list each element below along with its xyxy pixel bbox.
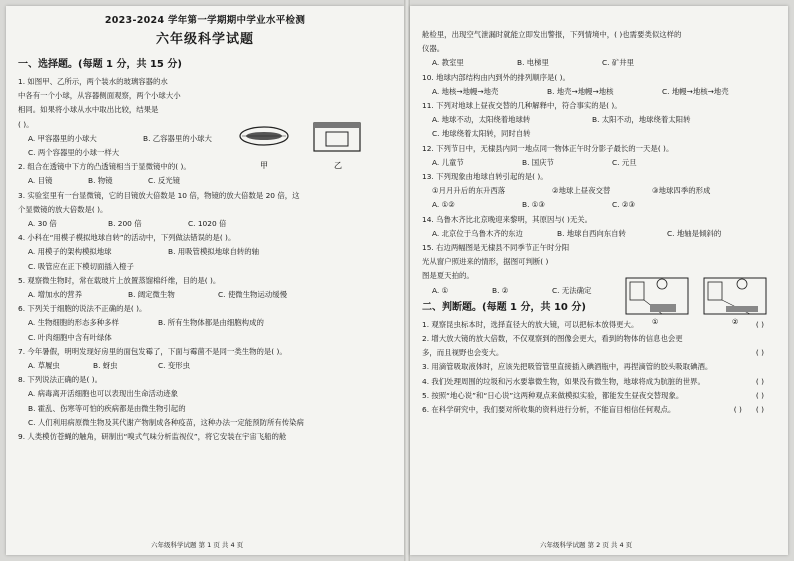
q11-option-c: C. 地球绕着太阳转，同时自转 [432,129,531,139]
q5-option-a: A. 增加水的营养 [28,290,82,300]
q14-option-a: A. 北京位于乌鲁木齐的东边 [432,228,523,238]
j1-text: 1. 观察昆虫标本时，选择直径大的放大镜，可以把标本放得更大。 [422,319,639,329]
page-footer: 六年级科学试题 第 2 页 共 4 页 [540,541,633,549]
q15-option-a: A. ① [432,285,449,295]
q14-option-c: C. 地轴是倾斜的 [667,228,722,238]
q15-line: 15. 右边两幅图是无棣县不同季节正午时分阳 [422,243,570,253]
q13-option-c: C. ②③ [612,200,636,210]
q11-options [422,113,778,127]
q5: 5. 观察微生物时，常在载玻片上放置蒸馏棉纤维，目的是( )。 [18,275,221,285]
q8-option-c: C. 人们利用病原微生物及其代谢产物制成各种疫苗，这种办法一定能预防所有传染病 [28,417,304,427]
q6-option-a: A. 生物细胞的形态多种多样 [28,318,119,328]
q2-option-c: C. 反光镜 [148,176,181,186]
q14-option-b: B. 地球自西向东自转 [557,228,626,238]
q9-options [422,56,778,70]
q15-option-b: B. ② [492,285,509,295]
q10-option-c: C. 地幔→地核→地壳 [662,86,729,96]
q6-option-c: C. 叶肉细胞中含有叶绿体 [28,332,112,342]
q9-option-c: C. 矿井里 [602,58,635,68]
q13-statements [422,184,778,198]
q4: 4. 小科在“用模子模拟地球自转”的活动中，下列做法错误的是( )。 [18,233,236,243]
j1-answer-paren: ( ) [755,319,764,329]
q11-option-b: B. 太阳不动，地球绕着太阳转 [592,115,691,125]
q13-option-a: A. ①② [432,200,455,210]
j2-line [422,346,778,360]
j6-answer-paren: ( ) [733,405,742,415]
section-choice-heading: 一、选择题。(每题 1 分，共 15 分) [18,59,182,70]
q10-option-b: B. 地壳→地幔→地核 [547,86,614,96]
q13-statement-2: ②地球上昼夜交替 [552,186,611,196]
j2-answer-paren: ( ) [755,348,764,358]
j6 [422,403,778,417]
q8-option-a: A. 病毒离开活细胞也可以表现出生命活动迹象 [28,389,179,399]
q4-option-a: A. 用模子的架构模拟地球 [28,247,112,257]
q6: 6. 下列关于细胞的说法不正确的是( )。 [18,304,147,314]
q1-line: ( )。 [18,119,34,129]
j3: 3. 用滴管吸取液体时，应该先把吸管管里直接插入碘酒瓶中，再捏滴管的胶头吸取碘酒。 [422,362,713,372]
exam-title: 2023-2024 学年第一学期期中学业水平检测 [104,15,306,26]
q7-option-a: A. 草履虫 [28,361,60,371]
q2-options [18,174,394,188]
q6-options [18,316,394,330]
j5-answer-paren: ( ) [755,405,764,415]
q1-option-c: C. 两个容器里的小球一样大 [28,148,120,158]
q14-options [422,227,778,241]
j4: 4. 我们处理周围的垃圾和污水要靠微生物，如果没有微生物，地球将成为肮脏的世界。 [422,376,705,386]
q13-statement-3: ③地球四季的形成 [652,186,711,196]
q1-fig-label-jia: 甲 [260,161,268,170]
exam-subtitle: 六年级科学试题 [155,32,254,47]
q9-cont-line: 舱检里，出现空气泄漏时就能立即发出警报，下列情境中，( )也需要类似这样的 [422,30,682,39]
q2-option-a: A. 目镜 [28,176,53,186]
q3-option-c: C. 1020 倍 [188,219,227,229]
q11: 11. 下列对地球上昼夜交替的几种解释中，符合事实的是( )。 [422,101,622,111]
q2-option-b: B. 物镜 [88,176,113,186]
section-judge-heading: 二、判断题。(每题 1 分，共 10 分) [422,301,586,313]
q7-options [18,359,394,373]
j2-line: 2. 增大放大镜的放大倍数，不仅观察到的图像会更大，看到的物体的信息也会更 [422,334,683,344]
q3-option-a: A. 30 倍 [28,219,57,229]
q12-option-a: A. 儿童节 [432,157,464,167]
q3-line: 3. 实验室里有一台显微镜，它的目镜放大倍数是 10 倍，物镜的放大倍数是 20 倍，这 [18,190,300,200]
q13-options [422,198,778,212]
q9-option-b: B. 电梯里 [517,58,549,68]
q1-fig-label-yi: 乙 [334,161,342,170]
q14: 14. 乌鲁木齐比北京晚迎来黎明，其原因与( )无关。 [422,214,593,224]
q3-options [18,217,394,231]
q1-line: 1. 如图甲、乙所示，两个装水的玻璃容器的水 [18,77,168,86]
q15-fig-label-2: ② [732,318,739,326]
j1 [422,318,778,332]
q13-statement-1: ①月月升后的东升西落 [432,186,506,196]
q8: 8. 下列说法正确的是( )。 [18,375,103,385]
q9: 9. 人类模仿苍蝇的触角，研制出“嗅式气味分析监视仪”，将它安装在宇宙飞船的舱 [18,432,287,442]
q4-option-c: C. 吸管应在正下模切面插入橙子 [28,261,134,271]
j4-answer-paren: ( ) [755,390,764,400]
q15-fig-label-1: ① [652,318,659,326]
q4-options [18,245,394,259]
page-footer: 六年级科学试题 第 1 页 共 4 页 [151,541,244,549]
q10: 10. 地球内部结构由内到外的排列顺序是( )。 [422,72,570,82]
q12-options [422,156,778,170]
q8-option-b: B. 霍乱、伤寒等可怕的疾病都是由微生物引起的 [28,403,186,413]
q4-option-b: B. 用吸管模拟地球自转的轴 [168,247,260,257]
q9-cont-line: 仪器。 [422,44,445,54]
q10-options [422,85,778,99]
q5-option-b: B. 阔定微生物 [128,290,175,300]
j6-text: 6. 在科学研究中，我们要对所收集的资料进行分析，不能盲目相信任何观点。 [422,405,676,415]
j3-answer-paren: ( ) [755,376,764,386]
q10-option-a: A. 地核→地幔→地壳 [432,86,499,96]
q7-option-c: C. 变形虫 [158,361,191,371]
q9-option-a: A. 教室里 [432,58,464,68]
exam-page-1 [6,6,404,555]
page1-content [18,56,394,444]
q12-option-b: B. 国庆节 [522,157,554,167]
q1-line: 相同。如果将小球从水中取出比较，结果是 [18,105,159,115]
j5: 5. 按照“地心说”和“日心说”这两种观点来做模拟实验，都能发生昼夜交替现象。 [422,390,684,400]
q5-options [18,288,394,302]
q15-options [422,284,778,298]
exam-page-2 [410,6,788,555]
q1-line: 中各有一个小球，从容器侧面观察，两个小球大小 [18,91,181,101]
q5-option-c: C. 使微生物运动缓慢 [218,290,287,300]
q15-line: 光从窗户照进来的情形，据图可判断( ) [422,257,549,267]
q6-option-b: B. 所有生物体都是由细胞构成的 [158,318,264,328]
q13: 13. 下列现象由地球自转引起的是( )。 [422,172,548,182]
q7: 7. 今年暑假，明明发现好房里的面包发霉了，下面与霉菌不是同一类生物的是( )。 [18,346,287,356]
q13-option-b: B. ①③ [522,200,546,210]
q1-options [18,132,394,146]
q11-option-a: A. 地球不动，太阳绕着地球转 [432,115,531,125]
page2-content [422,28,778,417]
q3-line: 个显微镜的放大倍数是( )。 [18,204,108,214]
q2: 2. 组合在透镜中下方的凸透镜相当于显微镜中的( )。 [18,162,191,172]
q12: 12. 下列节日中，无棣县内同一地点同一物体正午时分影子最长的一天是( )。 [422,143,674,153]
q15-option-c: C. 无法确定 [552,285,592,295]
j2-text: 多，而且视野也会变大。 [422,348,504,358]
q15-line: 图是夏天拍的。 [422,271,474,281]
q1-option-a: A. 甲容器里的小球大 [28,133,97,143]
q12-option-c: C. 元旦 [612,157,637,167]
q3-option-b: B. 200 倍 [108,219,142,229]
q7-option-b: B. 蚜虫 [93,361,118,371]
q1-option-b: B. 乙容器里的小球大 [143,133,212,143]
